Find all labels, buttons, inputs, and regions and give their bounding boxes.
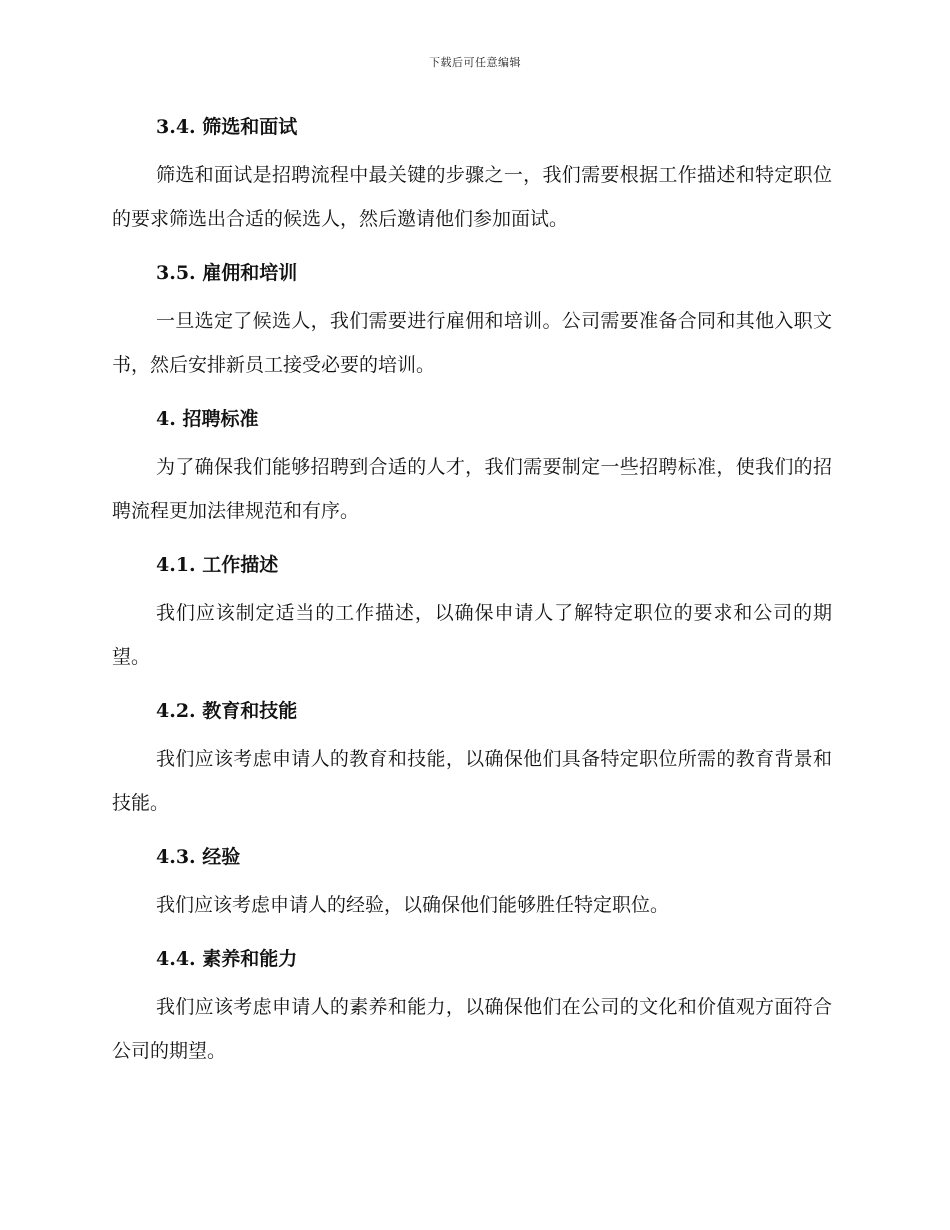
section-heading: 4.4. 素养和能力 <box>156 948 298 970</box>
section-heading: 4.3. 经验 <box>156 846 241 868</box>
section-heading: 4.2. 教育和技能 <box>156 700 298 722</box>
section-paragraph: 我们应该考虑申请人的素养和能力，以确保他们在公司的文化和价值观方面符合公司的期望。 <box>112 996 832 1062</box>
section-heading: 3.5. 雇佣和培训 <box>156 262 298 284</box>
section-paragraph: 我们应该考虑申请人的教育和技能，以确保他们具备特定职位所需的教育背景和技能。 <box>112 748 832 814</box>
section-heading: 3.4. 筛选和面试 <box>156 116 298 138</box>
section-heading: 4.1. 工作描述 <box>156 554 279 576</box>
document-body <box>112 111 832 1089</box>
section-paragraph: 一旦选定了候选人，我们需要进行雇佣和培训。公司需要准备合同和其他入职文书，然后安排新员工接受必要的培训。 <box>112 310 832 376</box>
section-paragraph: 为了确保我们能够招聘到合适的人才，我们需要制定一些招聘标准，使我们的招聘流程更加法律规范和有序。 <box>112 456 832 522</box>
section-heading: 4. 招聘标准 <box>156 408 259 430</box>
page-header: 下载后可任意编辑 <box>429 56 521 69</box>
section-paragraph: 我们应该制定适当的工作描述，以确保申请人了解特定职位的要求和公司的期望。 <box>112 602 832 668</box>
section-paragraph: 我们应该考虑申请人的经验，以确保他们能够胜任特定职位。 <box>156 894 670 916</box>
section-paragraph: 筛选和面试是招聘流程中最关键的步骤之一，我们需要根据工作描述和特定职位的要求筛选出合适的候选人，然后邀请他们参加面试。 <box>112 164 832 230</box>
